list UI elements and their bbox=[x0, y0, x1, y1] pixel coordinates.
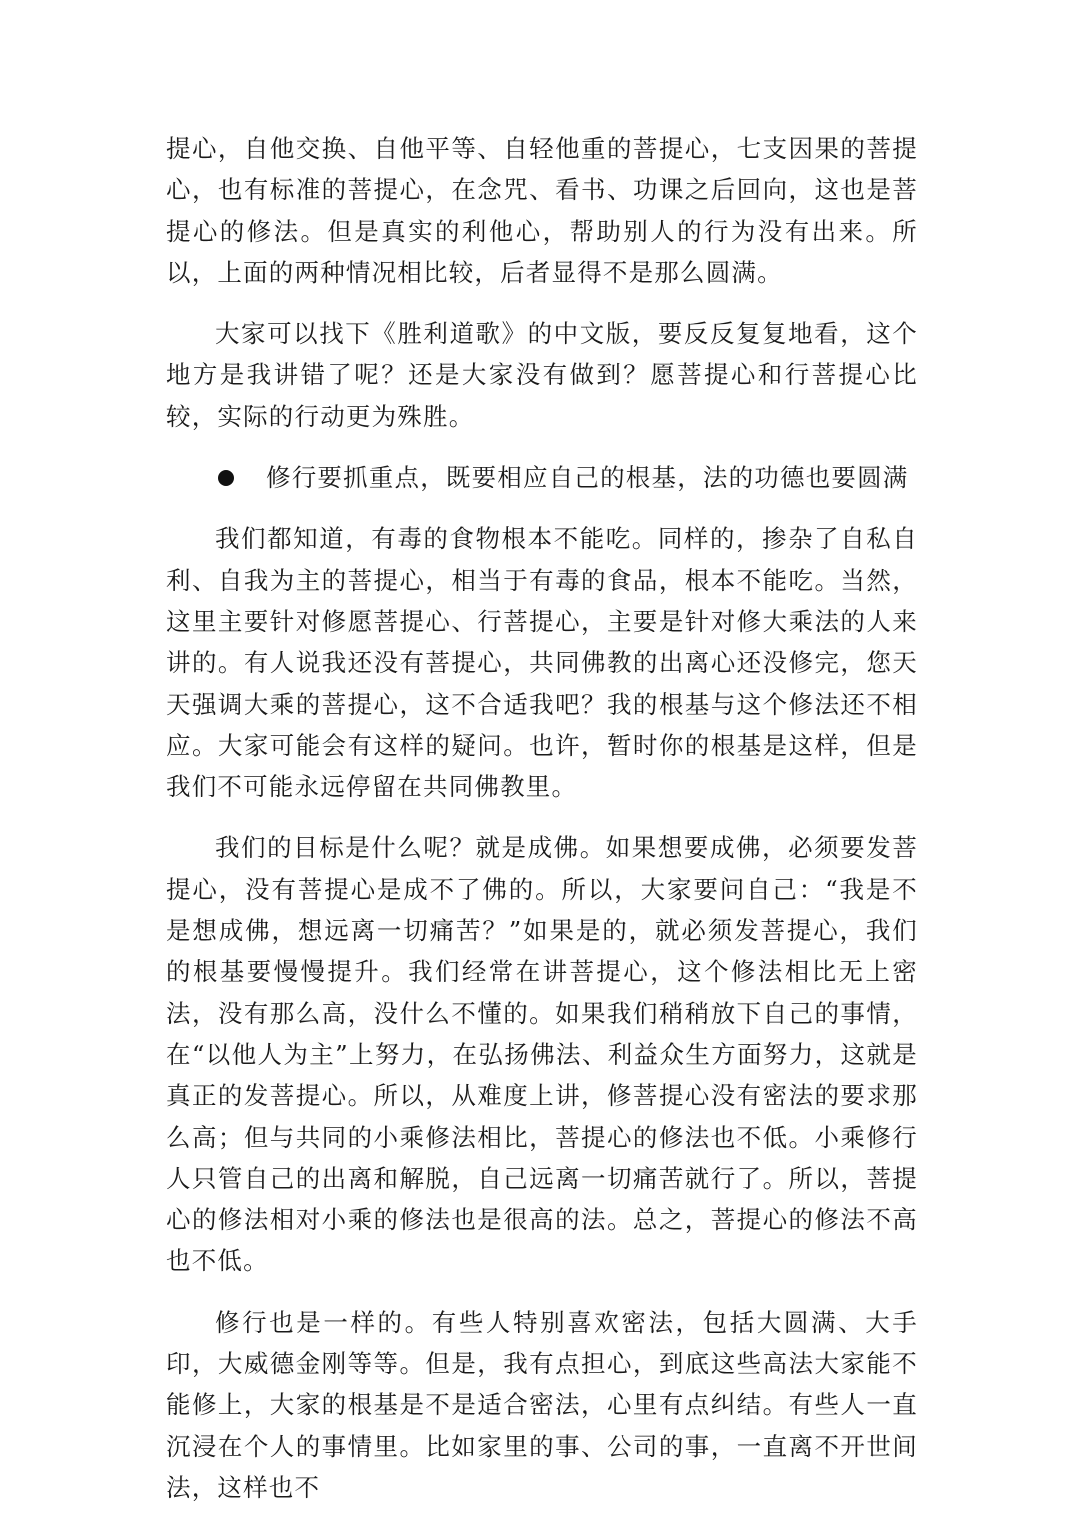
bullet-icon bbox=[218, 470, 234, 486]
paragraph-poisonous-food: 我们都知道，有毒的食物根本不能吃。同样的，掺杂了自私自利、自我为主的菩提心，相当于有毒的食品，根本不能吃。当然，这里主要针对修愿菩提心、行菩提心，主要是针对修大乘法的人来讲的。有人说我还没有菩提心，共同佛教的出离心还没修完，您天天强调大乘的菩提心，这不合适我吧？我的根基与这个修法还不相应。大家可能会有这样的疑问。也许，暂时你的根基是这样，但是我们不可能永远停留在共同佛教里。 bbox=[166, 524, 918, 802]
paragraph-victory-song: 大家可以找下《胜利道歌》的中文版，要反反复复地看，这个地方是我讲错了呢？还是大家没有做到？愿菩提心和行菩提心比较，实际的行动更为殊胜。 bbox=[166, 319, 918, 431]
paragraph-goal-buddhahood: 我们的目标是什么呢？就是成佛。如果想要成佛，必须要发菩提心，没有菩提心是成不了佛的。所以，大家要问自己：“我是不是想成佛，想远离一切痛苦？”如果是的，就必须发菩提心，我们的根基要慢慢提升。我们经常在讲菩提心，这个修法相比无上密法，没有那么高，没什么不懂的。如果我们稍稍放下自己的事情，在“以他人为主”上努力，在弘扬佛法、利益众生方面努力，这就是真正的发菩提心。所以，从难度上讲，修菩提心没有密法的要求那么高；但与共同的小乘修法相比，菩提心的修法也不低。小乘修行人只管自己的出离和解脱，自己远离一切痛苦就行了。所以，菩提心的修法相对小乘的修法也是很高的法。总之，菩提心的修法不高也不低。 bbox=[166, 833, 918, 1276]
section-heading bbox=[166, 457, 918, 498]
document-page bbox=[166, 128, 918, 1528]
paragraph-practice-same: 修行也是一样的。有些人特别喜欢密法，包括大圆满、大手印，大威德金刚等等。但是，我有点担心，到底这些高法大家能不能修上，大家的根基是不是适合密法，心里有点纠结。有些人一直沉浸在个人的事情里。比如家里的事、公司的事，一直离不开世间法，这样也不 bbox=[166, 1307, 918, 1502]
paragraph-continuation: 提心，自他交换、自他平等、自轻他重的菩提心，七支因果的菩提心，也有标准的菩提心，在念咒、看书、功课之后回向，这也是菩提心的修法。但是真实的利他心，帮助别人的行为没有出来。所以，上面的两种情况相比较，后者显得不是那么圆满。 bbox=[166, 134, 918, 287]
section-heading-text: 修行要抓重点，既要相应自己的根基，法的功德也要圆满 bbox=[266, 463, 909, 493]
